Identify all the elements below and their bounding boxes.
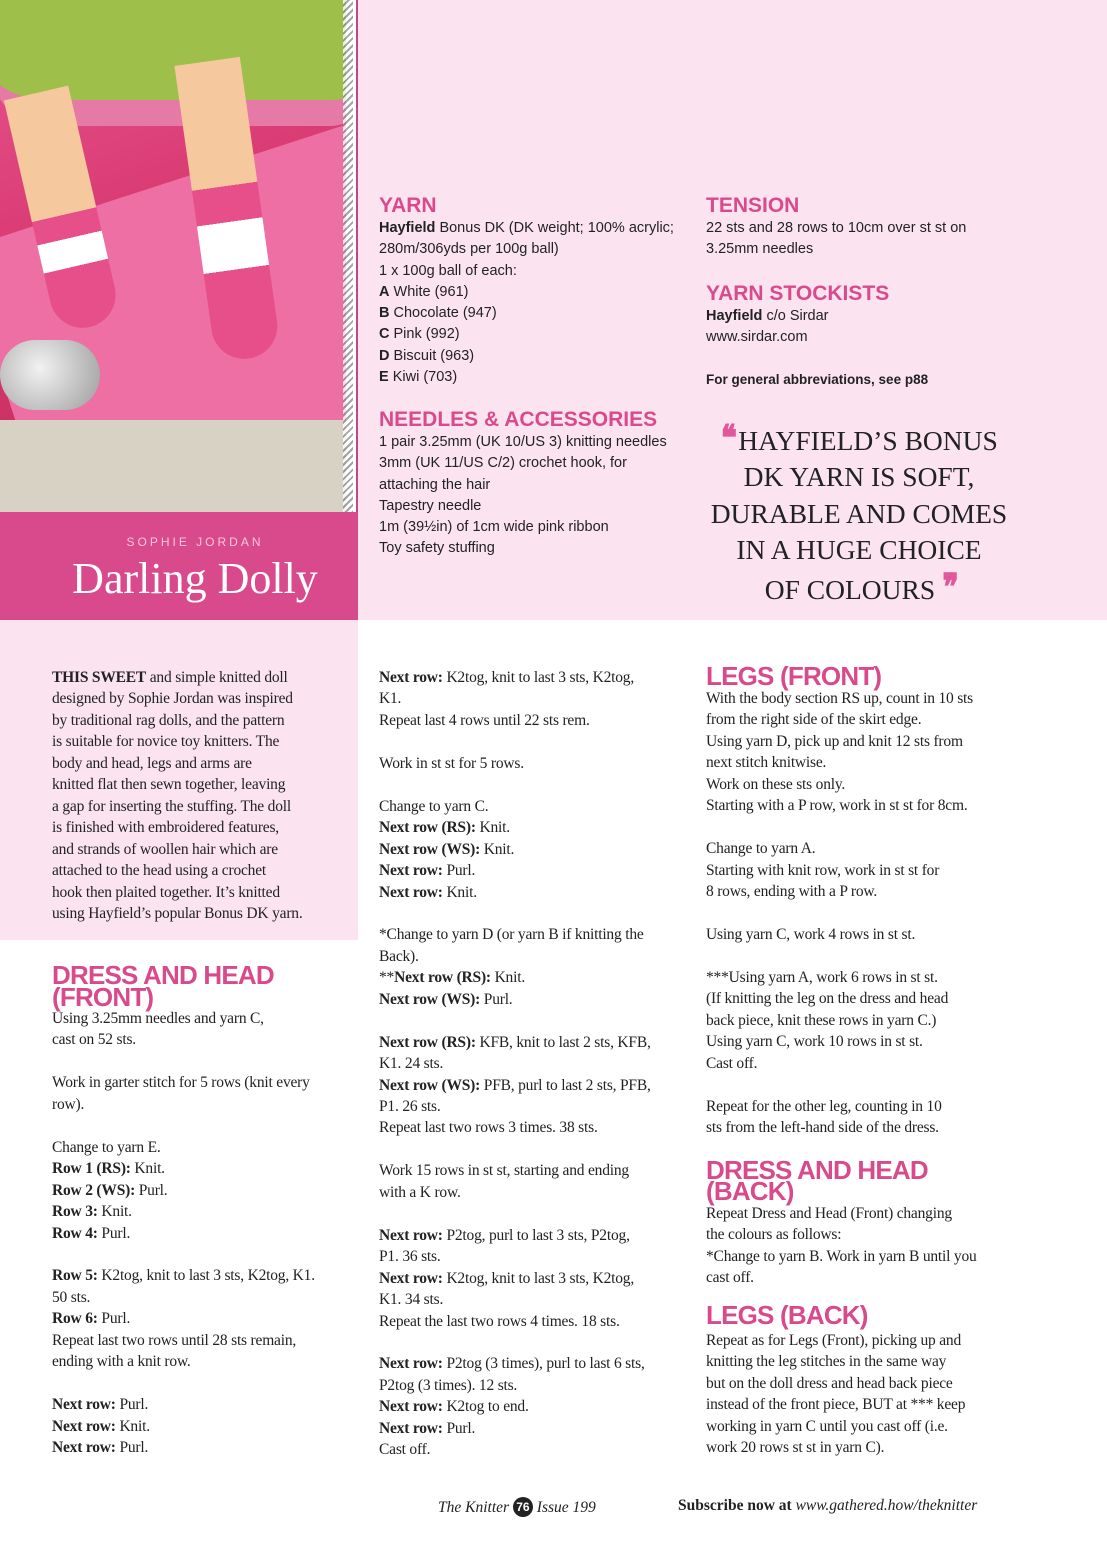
row-text: Work in st st for 5 rows. xyxy=(379,754,524,772)
row-text: Using 3.25mm needles and yarn C, xyxy=(52,1010,264,1027)
spacer xyxy=(52,1115,315,1136)
instruction-line: knitting the leg stitches in the same way xyxy=(706,1353,947,1371)
instruction-line: but on the doll dress and head back piece xyxy=(706,1374,953,1392)
dress-front-heading: (FRONT) xyxy=(52,981,154,1012)
instruction-line: from the right side of the skirt edge. xyxy=(706,711,922,729)
yarn-heading: YARN xyxy=(379,194,437,217)
row-text: P2tog, purl to last 3 sts, P2tog, xyxy=(442,1226,630,1244)
row-label: Next row (WS): xyxy=(379,1076,481,1094)
row-text: Purl. xyxy=(115,1439,149,1456)
instruction-line: 8 rows, ending with a P row. xyxy=(706,883,878,901)
instruction-line: Repeat for the other leg, counting in 10 xyxy=(706,1097,942,1115)
intro-line: and strands of woollen hair which are xyxy=(52,840,278,858)
instruction-line xyxy=(379,1289,651,1310)
row-text: Knit. xyxy=(115,1417,150,1435)
row-text: Knit. xyxy=(475,819,510,837)
tension-line: 22 sts and 28 rows to 10cm over st st on xyxy=(706,220,967,236)
colour-letter: C xyxy=(379,326,390,343)
intro-line: by traditional rag dolls, and the pattern xyxy=(52,711,285,729)
colour-name: Kiwi (703) xyxy=(388,369,458,386)
instruction-line xyxy=(52,1416,315,1437)
row-text: Purl. xyxy=(115,1396,149,1414)
row-text: Change to yarn E. xyxy=(52,1138,161,1156)
instruction-line xyxy=(52,1180,315,1201)
yarn-colour xyxy=(379,367,674,388)
row-text: Repeat the last two rows 4 times. 18 sts. xyxy=(379,1312,620,1330)
instruction-line xyxy=(379,1053,651,1074)
row-text: Purl. xyxy=(442,1419,476,1437)
colour-name: Pink (992) xyxy=(389,326,460,343)
author-name: SOPHIE JORDAN xyxy=(126,535,264,549)
colour-letter: E xyxy=(379,369,389,386)
intro-line: attached to the head using a crochet xyxy=(52,862,267,880)
row-text: Purl. xyxy=(480,990,513,1008)
stockist-brand xyxy=(706,306,966,327)
instruction-line xyxy=(379,882,651,903)
instruction-line xyxy=(379,1117,651,1138)
intro-line: a gap for inserting the stuffing. The doll xyxy=(52,797,291,815)
column-1-pattern xyxy=(52,960,315,1458)
row-label: Row 3: xyxy=(52,1203,98,1221)
instruction-line xyxy=(52,1223,315,1244)
instruction-line: (If knitting the leg on the dress and head xyxy=(706,990,949,1008)
spacer xyxy=(379,1332,651,1353)
instruction-line xyxy=(379,753,651,774)
instruction-line: instead of the front piece, BUT at *** keep xyxy=(706,1396,966,1414)
marker: ** xyxy=(379,969,395,987)
row-text: P1. 26 sts. xyxy=(379,1098,441,1115)
row-text: Purl. xyxy=(97,1310,131,1328)
column-3 xyxy=(706,661,977,1458)
row-label: Next row: xyxy=(379,1419,443,1437)
instruction-line xyxy=(52,1008,315,1029)
quote-line: IN A HUGE CHOICE xyxy=(736,534,982,566)
row-label: Next row (RS): xyxy=(379,819,476,837)
intro-line: using Hayfield’s popular Bonus DK yarn. xyxy=(52,904,303,922)
row-text: Knit. xyxy=(490,969,525,987)
instruction-line: Using yarn C, work 10 rows in st st. xyxy=(706,1033,923,1051)
stockist-brand-name: Hayfield xyxy=(706,307,763,324)
legs-back-heading: LEGS (BACK) xyxy=(706,1299,868,1330)
row-text: Cast off. xyxy=(379,1441,431,1459)
legs-back-instructions xyxy=(706,1330,977,1459)
subscribe-label: Subscribe now at xyxy=(678,1497,796,1514)
row-text: Knit. xyxy=(97,1203,132,1221)
instruction-line xyxy=(379,710,651,731)
row-text: Back). xyxy=(379,947,419,965)
row-label: Next row: xyxy=(379,1355,443,1373)
instruction-line xyxy=(379,1353,651,1374)
row-text: PFB, purl to last 2 sts, PFB, xyxy=(480,1076,651,1094)
footer-right xyxy=(678,1497,977,1515)
row-label: Row 1 (RS): xyxy=(52,1160,131,1178)
legs-front-heading: LEGS (FRONT) xyxy=(706,661,882,691)
row-label: Next row (RS): xyxy=(379,1033,476,1051)
row-text: cast on 52 sts. xyxy=(52,1031,136,1049)
instruction-line xyxy=(379,946,651,967)
spacer xyxy=(706,903,977,924)
yarn-amount: 1 x 100g ball of each: xyxy=(379,262,517,279)
row-text: Work 15 rows in st st, starting and ending xyxy=(379,1162,629,1180)
instruction-line xyxy=(379,989,651,1010)
colour-letter: B xyxy=(379,305,390,322)
abbreviations-note: For general abbreviations, see p88 xyxy=(706,372,929,388)
intro-line xyxy=(52,667,303,688)
spacer xyxy=(52,1051,315,1072)
intro-lead: THIS SWEET xyxy=(52,669,147,686)
instruction-line: Repeat as for Legs (Front), picking up and xyxy=(706,1331,962,1349)
instruction-line xyxy=(52,1029,315,1050)
instruction-line: cast off. xyxy=(706,1269,754,1287)
tension-heading: TENSION xyxy=(706,194,800,217)
row-label: Next row: xyxy=(379,883,443,901)
row-text: K1. xyxy=(379,690,402,708)
needles-heading: NEEDLES & ACCESSORIES xyxy=(379,408,658,431)
instruction-line: *Change to yarn B. Work in yarn B until you xyxy=(706,1247,977,1265)
quote-text: OF COLOURS xyxy=(764,573,936,605)
instruction-line xyxy=(379,1225,651,1246)
instruction-line xyxy=(379,1439,651,1460)
spacer xyxy=(706,817,977,838)
column-2 xyxy=(379,667,651,1461)
row-text: KFB, knit to last 2 sts, KFB, xyxy=(475,1033,651,1051)
spacer xyxy=(52,1373,315,1394)
instruction-line xyxy=(52,1094,315,1115)
footer-issue: Issue 199 xyxy=(536,1499,596,1516)
instruction-line xyxy=(379,1160,651,1181)
row-label: Next row: xyxy=(52,1396,116,1414)
row-text: Purl. xyxy=(97,1224,131,1242)
row-text: K2tog, knit to last 3 sts, K2tog, K1. xyxy=(97,1267,315,1285)
instruction-line: working in yarn C until you cast off (i.e. xyxy=(706,1417,948,1435)
instruction-line: With the body section RS up, count in 10 sts xyxy=(706,690,973,707)
row-text: P2tog (3 times). 12 sts. xyxy=(379,1376,518,1394)
yarn-colour xyxy=(379,303,674,324)
row-text: Knit. xyxy=(130,1160,165,1178)
yarn-colour xyxy=(379,346,674,367)
instruction-line xyxy=(52,1287,315,1308)
spacer xyxy=(379,1139,651,1160)
instruction-line: the colours as follows: xyxy=(706,1226,842,1244)
row-label: Next row (WS): xyxy=(379,990,481,1008)
instruction-line xyxy=(379,688,651,709)
needles-section xyxy=(379,408,667,560)
instruction-line: Using yarn C, work 4 rows in st st. xyxy=(706,925,916,943)
spacer xyxy=(52,1244,315,1265)
yarn-section xyxy=(379,194,674,388)
instruction-line xyxy=(52,1201,315,1222)
row-label: Next row: xyxy=(52,1439,116,1456)
close-quote-icon: ❜❜ xyxy=(942,566,954,607)
quote-line xyxy=(700,420,1018,459)
yarn-desc: 280m/306yds per 100g ball) xyxy=(379,241,559,258)
spacer xyxy=(379,731,651,752)
row-label: Next row: xyxy=(379,1226,443,1244)
instruction-line xyxy=(379,1396,651,1417)
needles-item: 1 pair 3.25mm (UK 10/US 3) knitting needles xyxy=(379,434,667,450)
spacer xyxy=(379,774,651,795)
row-text: Knit. xyxy=(480,840,515,858)
colour-name: Chocolate (947) xyxy=(389,305,497,322)
instruction-line: ***Using yarn A, work 6 rows in st st. xyxy=(706,968,938,986)
instruction-line: Starting with a P row, work in st st for 8cm. xyxy=(706,797,968,815)
intro-line: hook then plaited together. It’s knitted xyxy=(52,883,280,901)
footer-left xyxy=(438,1497,596,1517)
row-text: K2tog, knit to last 3 sts, K2tog, xyxy=(442,1269,635,1287)
photo-case-clasp xyxy=(0,340,100,410)
row-label: Row 2 (WS): xyxy=(52,1181,136,1199)
yarn-desc xyxy=(379,218,674,239)
instruction-line xyxy=(52,1394,315,1415)
stockists-heading: YARN STOCKISTS xyxy=(706,281,890,305)
instruction-line xyxy=(52,1437,315,1458)
instruction-line xyxy=(379,1075,651,1096)
dress-front-heading: DRESS AND HEAD xyxy=(52,960,274,990)
row-text: Repeat last 4 rows until 22 sts rem. xyxy=(379,711,590,729)
subscribe-url[interactable]: www.gathered.how/theknitter xyxy=(795,1497,978,1514)
tension-line: 3.25mm needles xyxy=(706,241,814,258)
colour-name: White (961) xyxy=(389,283,469,300)
footer-magazine: The Knitter xyxy=(438,1499,510,1516)
instruction-line xyxy=(52,1137,315,1158)
spacer xyxy=(379,903,651,924)
colour-name: Biscuit (963) xyxy=(389,347,475,364)
row-text: K2tog to end. xyxy=(442,1398,529,1416)
colour-letter: D xyxy=(379,347,390,364)
needles-item: attaching the hair xyxy=(379,476,491,493)
instruction-line xyxy=(379,860,651,881)
instruction-line xyxy=(52,1308,315,1329)
row-text: Repeat last two rows 3 times. 38 sts. xyxy=(379,1119,598,1137)
row-text: 50 sts. xyxy=(52,1288,91,1306)
dress-front-instructions xyxy=(52,1008,315,1458)
yarn-brand: Hayfield xyxy=(379,220,436,236)
row-text: K2tog, knit to last 3 sts, K2tog, xyxy=(442,669,635,686)
quote-line xyxy=(700,566,1018,608)
instruction-line xyxy=(379,667,651,688)
instruction-line xyxy=(379,1311,651,1332)
instruction-line xyxy=(52,1351,315,1372)
spacer xyxy=(706,945,977,966)
row-text: Knit. xyxy=(442,883,477,901)
quote-line: DURABLE AND COMES xyxy=(710,497,1008,529)
needles-item: Toy safety stuffing xyxy=(379,540,495,557)
quote-line: DK YARN IS SOFT, xyxy=(743,461,975,493)
instruction-line xyxy=(379,796,651,817)
instruction-line: next stitch knitwise. xyxy=(706,754,827,772)
stockist-url[interactable]: www.sirdar.com xyxy=(706,328,808,345)
instruction-line: Change to yarn A. xyxy=(706,840,816,858)
instruction-line xyxy=(379,1268,651,1289)
row-label: Next row (WS): xyxy=(379,840,481,858)
column-1 xyxy=(52,667,303,924)
row-label: Next row: xyxy=(52,1417,116,1435)
instruction-line xyxy=(379,1375,651,1396)
dress-back-instructions xyxy=(706,1203,977,1289)
instruction-line xyxy=(379,1096,651,1117)
photo-floor xyxy=(0,420,346,512)
instruction-line xyxy=(52,1330,315,1351)
row-text: with a K row. xyxy=(379,1183,461,1201)
instruction-line xyxy=(379,924,651,945)
row-text: Purl. xyxy=(442,862,476,880)
stockist-brand-rest: c/o Sirdar xyxy=(762,307,829,324)
row-text: K1. 24 sts. xyxy=(379,1055,444,1073)
dress-back-heading: DRESS AND HEAD xyxy=(706,1154,928,1185)
row-label: Row 4: xyxy=(52,1224,98,1242)
yarn-desc-text: Bonus DK (DK weight; 100% acrylic; xyxy=(435,220,674,236)
intro-line: is finished with embroidered features, xyxy=(52,819,279,837)
row-text: *Change to yarn D (or yarn B if knitting the xyxy=(379,926,644,944)
spacer xyxy=(379,1010,651,1031)
intro-line: is suitable for novice toy knitters. The xyxy=(52,733,280,751)
pull-quote xyxy=(700,420,1018,608)
row-text: Repeat last two rows until 28 sts remain, xyxy=(52,1331,297,1349)
instruction-line xyxy=(52,1072,315,1093)
legs-front-instructions xyxy=(706,688,977,1138)
row-label: Next row (RS): xyxy=(394,969,491,987)
instruction-line: work 20 rows st st in yarn C). xyxy=(706,1438,885,1456)
instruction-line xyxy=(379,1246,651,1267)
needles-item: 1m (39½in) of 1cm wide pink ribbon xyxy=(379,519,609,536)
row-text: Work in garter stitch for 5 rows (knit every xyxy=(52,1074,310,1092)
intro-line: body and head, legs and arms are xyxy=(52,754,252,772)
instruction-line: Starting with knit row, work in st st for xyxy=(706,861,940,879)
intro-line: knitted flat then sewn together, leaving xyxy=(52,776,286,794)
yarn-colour xyxy=(379,324,674,345)
row-text: P2tog (3 times), purl to last 6 sts, xyxy=(442,1355,645,1373)
row-text: ending with a knit row. xyxy=(52,1353,191,1371)
instruction-line: Repeat Dress and Head (Front) changing xyxy=(706,1204,952,1222)
doll-photo xyxy=(0,0,346,512)
intro-text: and simple knitted doll xyxy=(146,669,288,686)
needles-item: 3mm (UK 11/US C/2) crochet hook, for xyxy=(379,455,627,472)
row-label: Row 6: xyxy=(52,1310,98,1328)
needles-item: Tapestry needle xyxy=(379,497,482,514)
instruction-line: Cast off. xyxy=(706,1054,758,1072)
row-text: K1. 34 sts. xyxy=(379,1291,444,1309)
instruction-line xyxy=(52,1158,315,1179)
intro-line: designed by Sophie Jordan was inspired xyxy=(52,690,293,708)
row-text: P1. 36 sts. xyxy=(379,1248,441,1266)
row-label: Next row: xyxy=(379,862,443,880)
dress-back-heading: (BACK) xyxy=(706,1176,794,1207)
open-quote-icon: ❛❛ xyxy=(720,418,732,458)
instruction-line xyxy=(379,1032,651,1053)
instruction-line xyxy=(379,839,651,860)
instruction-line: sts from the left-hand side of the dress. xyxy=(706,1119,939,1136)
page-title: Darling Dolly xyxy=(72,554,318,603)
colour-letter: A xyxy=(379,283,390,300)
instruction-line: Using yarn D, pick up and knit 12 sts from xyxy=(706,732,963,750)
instruction-line xyxy=(379,817,651,838)
page-number: 76 xyxy=(513,1497,533,1517)
tension-section xyxy=(706,194,966,390)
column-2-instructions xyxy=(379,667,651,1461)
instruction-line xyxy=(379,967,651,988)
yarn-colour xyxy=(379,282,674,303)
row-text: Purl. xyxy=(135,1181,168,1199)
row-label: Next row: xyxy=(379,1269,443,1287)
instruction-line xyxy=(379,1182,651,1203)
instruction-line: back piece, knit these rows in yarn C.) xyxy=(706,1011,937,1029)
quote-text: HAYFIELD’S BONUS xyxy=(738,425,998,456)
spacer xyxy=(706,1074,977,1095)
spacer xyxy=(379,1203,651,1224)
row-label: Next row: xyxy=(379,1398,443,1416)
row-text: Change to yarn C. xyxy=(379,797,489,815)
instruction-line xyxy=(379,1418,651,1439)
row-text: row). xyxy=(52,1095,85,1113)
row-label: Row 5: xyxy=(52,1267,98,1285)
instruction-line: Work on these sts only. xyxy=(706,775,846,793)
row-label: Next row: xyxy=(379,669,443,686)
instruction-line xyxy=(52,1265,315,1286)
